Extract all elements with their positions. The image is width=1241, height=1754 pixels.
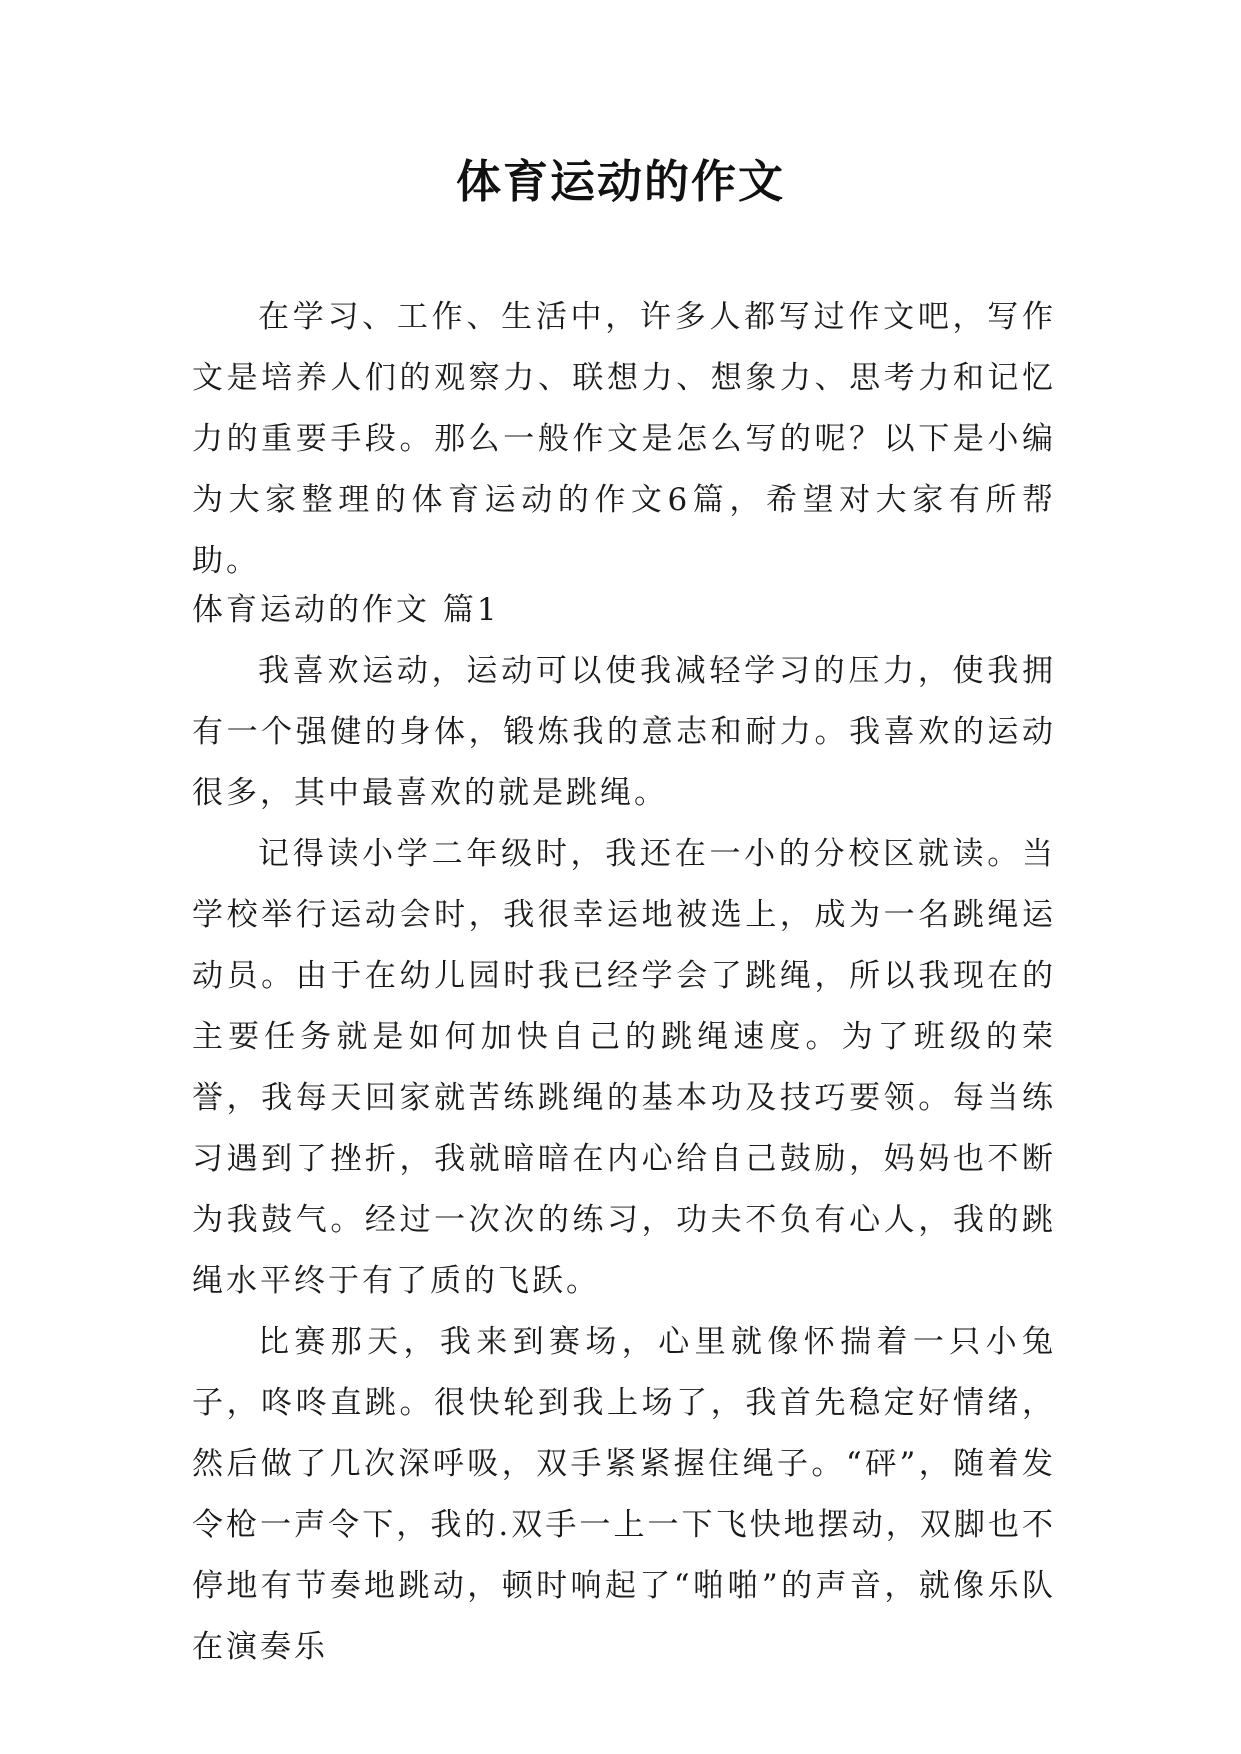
essay-paragraph-1: 我喜欢运动，运动可以使我减轻学习的压力，使我拥有一个强健的身体，锻炼我的意志和耐力。我喜欢的运动很多，其中最喜欢的就是跳绳。 [192, 653, 1056, 811]
section-heading: 体育运动的作文 篇1 [192, 592, 500, 628]
essay-paragraph-2: 记得读小学二年级时，我还在一小的分校区就读。当学校举行运动会时，我很幸运地被选上，成为一名跳绳运动员。由于在幼儿园时我已经学会了跳绳，所以我现在的主要任务就是如何加快自己的跳绳速度。为了班级的荣誉，我每天回家就苦练跳绳的基本功及技巧要领。每当练习遇到了挫折，我就暗暗在内心给自己鼓励，妈妈也不断为我鼓气。经过一次次的练习，功夫不负有心人，我的跳绳水平终于有了质的飞跃。 [192, 836, 1056, 1299]
intro-block [192, 287, 1056, 592]
essay-section [192, 580, 1056, 1678]
intro-paragraph: 在学习、工作、生活中，许多人都写过作文吧，写作文是培养人们的观察力、联想力、想象力、思考力和记忆力的重要手段。那么一般作文是怎么写的呢？以下是小编为大家整理的体育运动的作文6篇，希望对大家有所帮助。 [192, 299, 1056, 579]
document-title: 体育运动的作文 [455, 155, 785, 208]
essay-paragraph-3: 比赛那天，我来到赛场，心里就像怀揣着一只小兔子，咚咚直跳。很快轮到我上场了，我首先稳定好情绪，然后做了几次深呼吸，双手紧紧握住绳子。“砰”，随着发令枪一声令下，我的.双手一上一下飞快地摆动，双脚也不停地有节奏地跳动，顿时响起了“啪啪”的声音，就像乐队在演奏乐 [192, 1324, 1056, 1665]
